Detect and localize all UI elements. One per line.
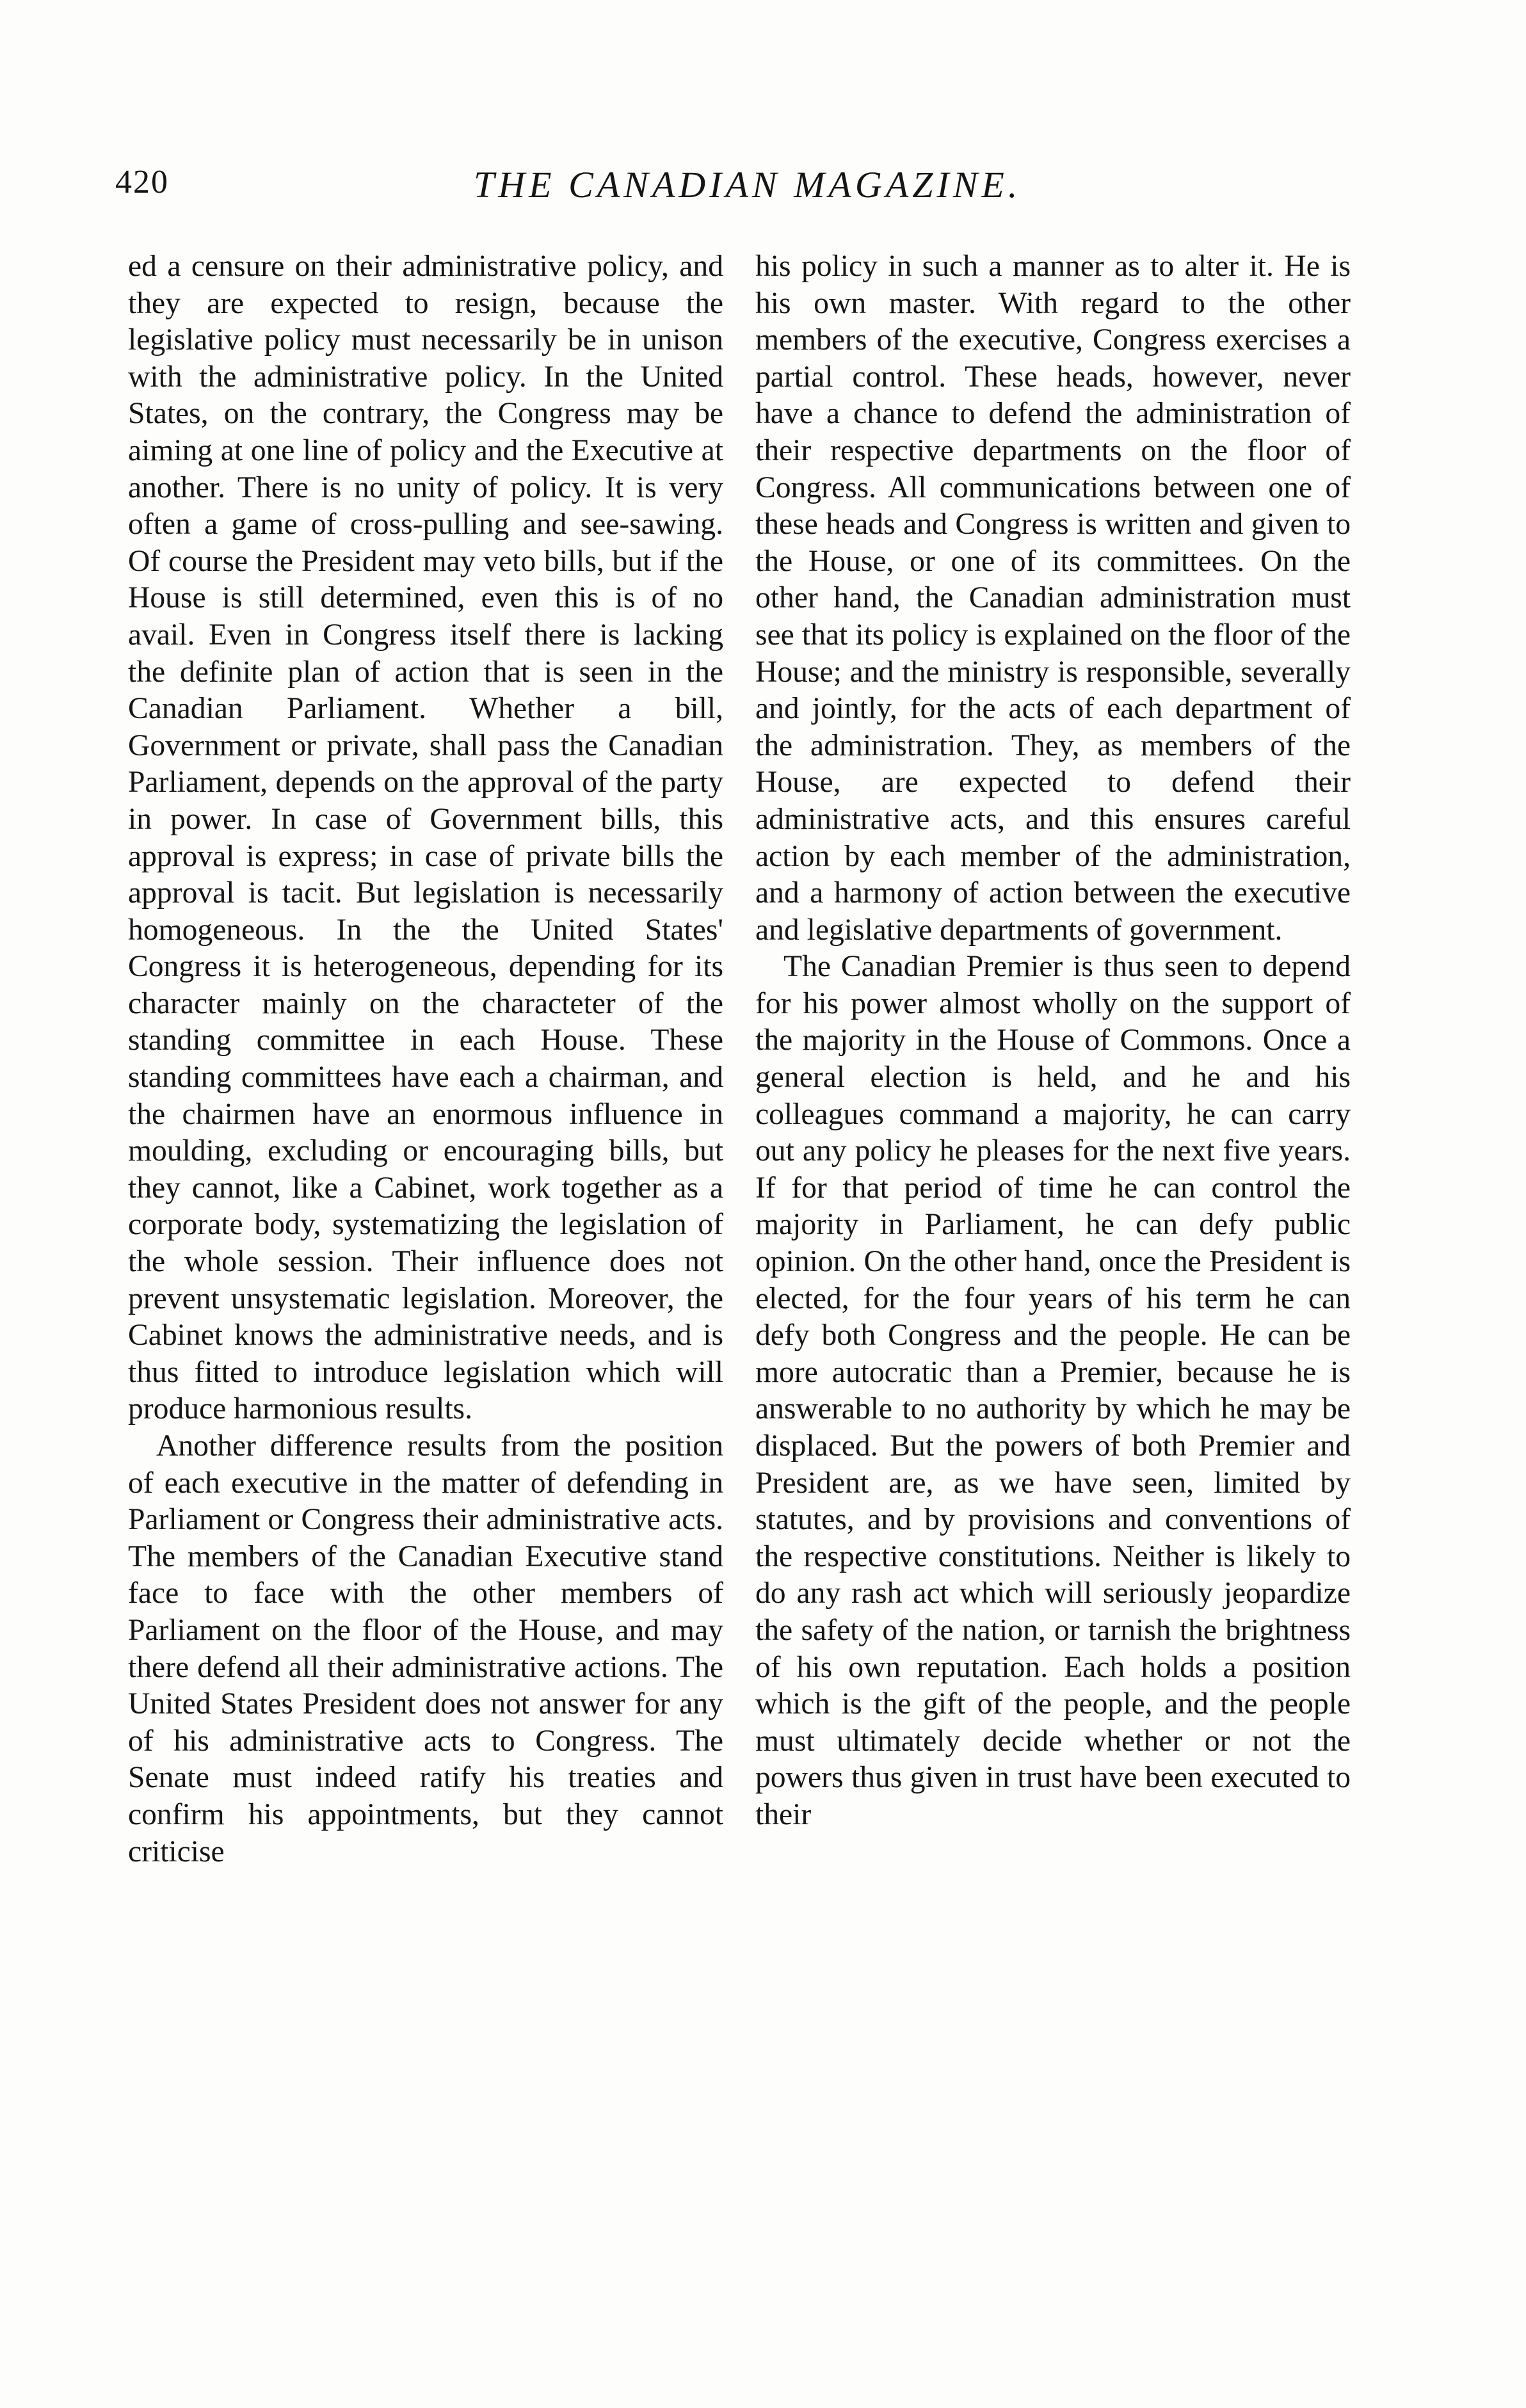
running-title: THE CANADIAN MAGAZINE. <box>474 164 1022 205</box>
left-paragraph-1: ed a censure on their administrative policy, and they are expected to resign, because the legislative policy must necessarily be in unison with the administrative policy. In the United States, on the contrary, the Congress may be aiming at one line of policy and the Executive at another. There is no unity of policy. It is very often a game of cross-pulling and see-sawing. Of course the President may veto bills, but if the House is still determined, even this is of no avail. Even in Congress itself there is lacking the definite plan of action that is seen in the Canadian Parliament. Whether a bill, Government or private, shall pass the Canadian Parliament, depends on the approval of the party in power. In case of Government bills, this approval is express; in case of private bills the approval is tacit. But legislation is necessarily homogeneous. In the the United States' Congress it is heterogeneous, depending for its character mainly on the characteter of the standing committee in each House. These standing committees have each a chairman, and the chairmen have an enormous influence in moulding, excluding or encouraging bills, but they cannot, like a Cabinet, work together as a corporate body, systematizing the legislation of the whole session. Their influence does not prevent unsystematic legislation. Moreover, the Cabinet knows the administrative needs, and is thus fitted to introduce legislation which will produce harmonious results. <box>128 250 723 1426</box>
page-header <box>115 163 1363 214</box>
right-paragraph-1: his policy in such a manner as to alter it. He is his own master. With regard to the other members of the executive, Congress exercises a partial control. These heads, however, never have a chance to defend the administration of their respective departments on the floor of Congress. All communications between one of these heads and Congress is written and given to the House, or one of its committees. On the other hand, the Canadian administration must see that its policy is explained on the floor of the House; and the ministry is responsible, severally and jointly, for the acts of each department of the administration. They, as members of the House, are expected to defend their administrative acts, and this ensures careful action by each member of the administration, and a harmony of action between the executive and legislative departments of government. <box>755 250 1351 947</box>
right-paragraph-2: The Canadian Premier is thus seen to depend for his power almost wholly on the support of the majority in the House of Commons. Once a general election is held, and he and his colleagues command a majority, he can carry out any policy he pleases for the next five years. If for that period of time he can control the majority in Parliament, he can defy public opinion. On the other hand, once the President is elected, for the four years of his term he can defy both Congress and the people. He can be more autocratic than a Premier, because he is answerable to no authority by which he may be displaced. But the powers of both Premier and President are, as we have seen, limited by statutes, and by provisions and conventions of the respective constitutions. Neither is likely to do any rash act which will seriously jeopardize the safety of the nation, or tarnish the brightness of his own reputation. Each holds a position which is the gift of the people, and the people must ultimately decide whether or not the powers thus given in trust have been executed to their <box>755 950 1351 1831</box>
left-paragraph-2: Another difference results from the position of each executive in the matter of defending in Parliament or Congress their administrative acts. The members of the Canadian Executive stand face to face with the other members of Parliament on the floor of the House, and may there defend all their administrative actions. The United States President does not answer for any of his administrative acts to Congress. The Senate must indeed ratify his treaties and confirm his appointments, but they cannot criticise <box>128 1429 723 1868</box>
right-column <box>755 248 1351 2220</box>
page-number: 420 <box>115 164 169 200</box>
left-column <box>128 248 723 2220</box>
